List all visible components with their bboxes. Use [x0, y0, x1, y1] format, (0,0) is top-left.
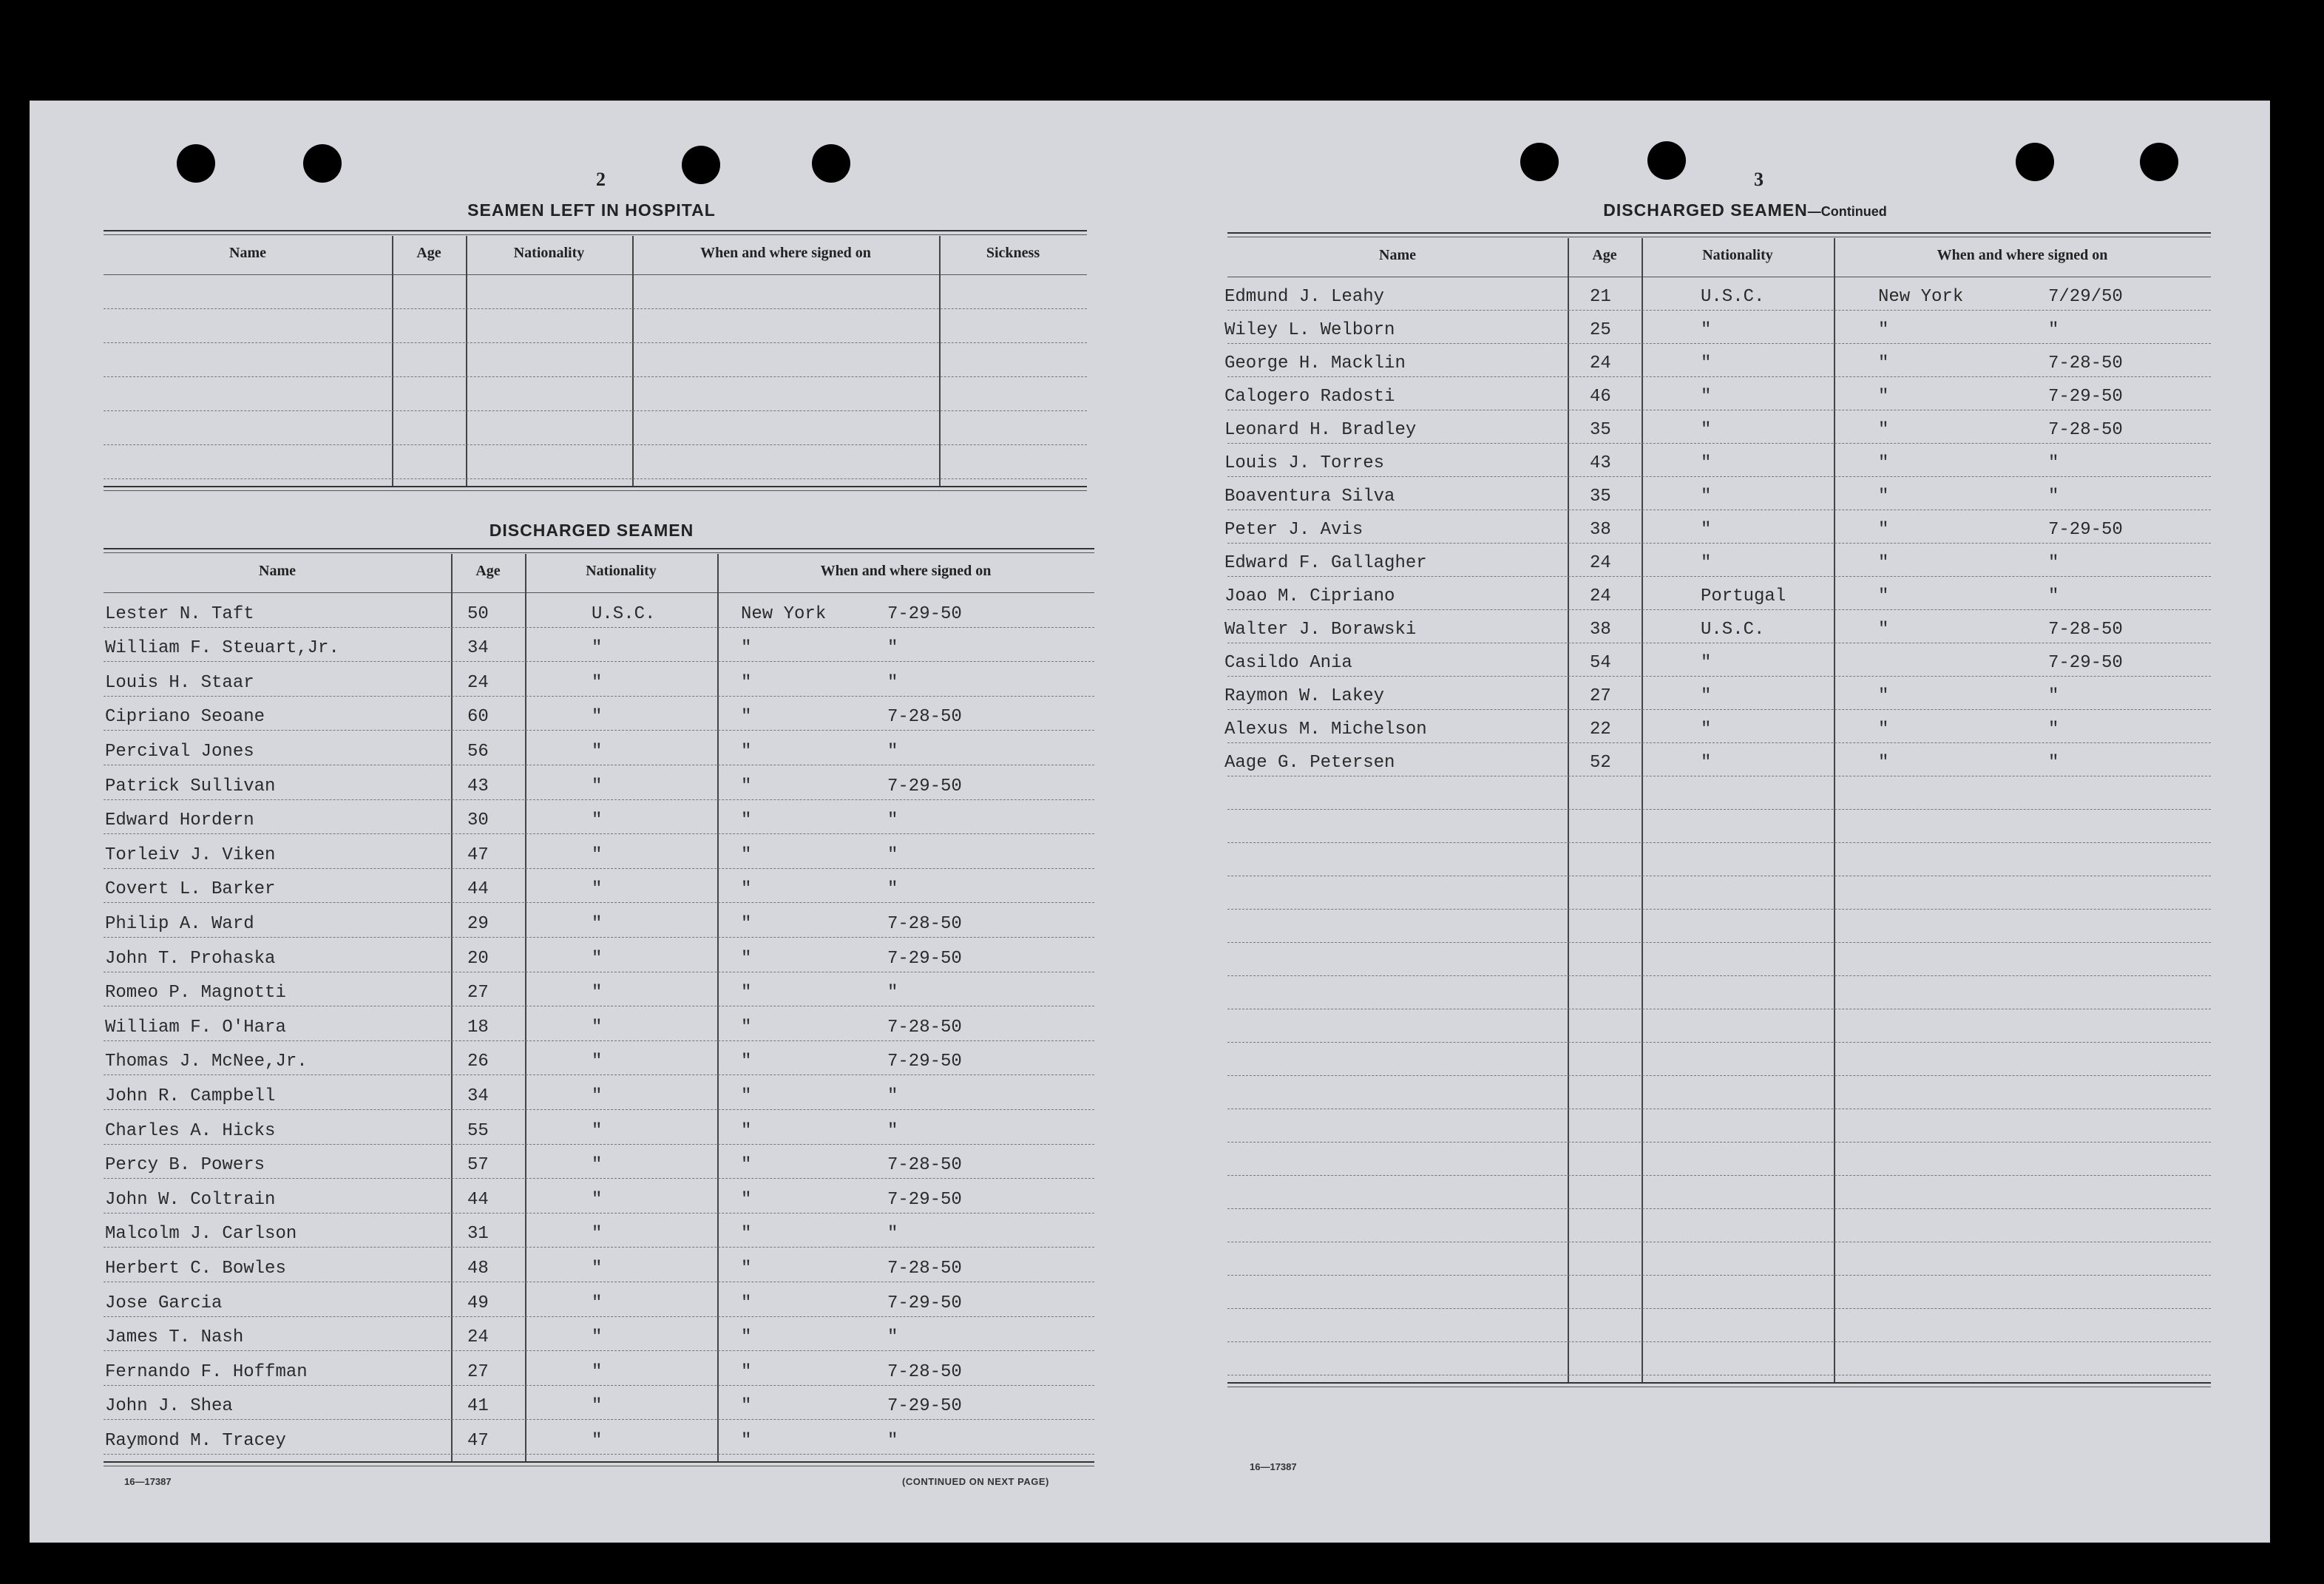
table-top-rule [1227, 232, 2211, 234]
table-cell: " [1878, 453, 1889, 473]
row-rule [104, 1247, 1094, 1248]
table-cell: 50 [467, 603, 489, 624]
form-number: 16—17387 [1250, 1461, 1297, 1472]
table-cell: 27 [467, 983, 489, 1003]
column-divider [466, 236, 467, 486]
table-cell: " [741, 638, 752, 659]
table-cell: Walter J. Borawski [1224, 620, 1417, 640]
table-cell: 56 [467, 742, 489, 762]
table-cell: " [741, 983, 752, 1003]
table-cell: 35 [1590, 487, 1611, 507]
table-cell: " [1701, 720, 1712, 739]
header-bottom-rule [104, 592, 1094, 593]
row-rule [104, 1040, 1094, 1041]
table-cell: 46 [1590, 387, 1611, 407]
table-cell: Malcolm J. Carlson [105, 1224, 297, 1245]
row-rule [1227, 809, 2211, 810]
table-cell: " [592, 1189, 603, 1210]
row-rule [1227, 310, 2211, 311]
row-rule [104, 478, 1087, 479]
table-cell: 24 [467, 672, 489, 693]
table-cell: George H. Macklin [1224, 353, 1406, 373]
table-cell: " [887, 672, 898, 693]
row-rule [1227, 543, 2211, 544]
table-cell: " [1701, 420, 1712, 440]
table-cell: 7-28-50 [2048, 353, 2123, 373]
table-cell: 60 [467, 707, 489, 728]
table-cell: 47 [467, 845, 489, 865]
row-rule [104, 342, 1087, 343]
table-cell: " [741, 742, 752, 762]
table-cell: 7-29-50 [2048, 653, 2123, 673]
row-rule [1227, 1075, 2211, 1076]
table-cell: 27 [1590, 686, 1611, 706]
table-cell: Raymon W. Lakey [1224, 686, 1385, 706]
table-cell: 49 [467, 1293, 489, 1313]
table-cell: " [741, 1189, 752, 1210]
table-cell: " [1878, 487, 1889, 507]
row-rule [1227, 476, 2211, 477]
table-cell: 7-28-50 [887, 707, 962, 728]
table-cell: 24 [1590, 353, 1611, 373]
table-cell: Louis H. Staar [105, 672, 254, 693]
hospital-table [104, 230, 1087, 496]
table-top-rule [104, 230, 1087, 231]
row-rule [1227, 1042, 2211, 1043]
row-rule [104, 410, 1087, 411]
row-rule [104, 937, 1094, 938]
table-cell: 24 [467, 1327, 489, 1348]
table-cell: 24 [1590, 553, 1611, 573]
table-cell: " [741, 1120, 752, 1141]
table-cell: " [1878, 320, 1889, 340]
table-cell: " [592, 1327, 603, 1348]
table-cell: " [592, 776, 603, 796]
table-cell: " [741, 1155, 752, 1176]
table-cell: " [1701, 753, 1712, 773]
table-cell: John W. Coltrain [105, 1189, 276, 1210]
row-rule [104, 1144, 1094, 1145]
table-cell: Herbert C. Bowles [105, 1259, 286, 1279]
table-cell: " [2048, 453, 2059, 473]
table-cell: " [887, 983, 898, 1003]
row-rule [104, 730, 1094, 731]
table-cell: " [592, 1052, 603, 1072]
row-rule [104, 696, 1094, 697]
column-header: Age [1592, 247, 1617, 263]
table-cell: Torleiv J. Viken [105, 845, 276, 865]
table-cell: 44 [467, 1189, 489, 1210]
table-cell: " [887, 810, 898, 831]
continued-section-title [1412, 200, 2078, 220]
row-rule [1227, 1341, 2211, 1342]
table-bottom-rule-2 [104, 490, 1087, 491]
table-cell: " [592, 845, 603, 865]
table-cell: Raymond M. Tracey [105, 1431, 286, 1451]
table-cell: Philip A. Ward [105, 914, 254, 934]
table-cell: " [741, 1052, 752, 1072]
column-divider [632, 236, 634, 486]
row-rule [104, 308, 1087, 309]
table-cell: Portugal [1701, 586, 1786, 606]
table-cell: 41 [467, 1396, 489, 1417]
table-cell: " [1878, 586, 1889, 606]
column-header: Nationality [586, 563, 657, 579]
table-cell: William F. Steuart,Jr. [105, 638, 339, 659]
title-suffix: —Continued [1807, 204, 1887, 219]
table-cell: 48 [467, 1259, 489, 1279]
table-cell: " [592, 742, 603, 762]
table-cell: Thomas J. McNee,Jr. [105, 1052, 308, 1072]
table-cell: 7/29/50 [2048, 287, 2123, 307]
column-divider [451, 554, 453, 1461]
table-cell: Edmund J. Leahy [1224, 287, 1385, 307]
table-cell: " [741, 1017, 752, 1038]
table-cell: 7-29-50 [887, 1189, 962, 1210]
row-rule [104, 1350, 1094, 1351]
row-rule [104, 1419, 1094, 1420]
table-cell: " [887, 1086, 898, 1106]
table-cell: " [887, 1327, 898, 1348]
table-cell: 30 [467, 810, 489, 831]
table-cell: 52 [1590, 753, 1611, 773]
table-cell: Peter J. Avis [1224, 520, 1363, 540]
table-cell: Romeo P. Magnotti [105, 983, 286, 1003]
table-cell: Cipriano Seoane [105, 707, 265, 728]
column-header: Age [416, 245, 441, 261]
table-cell: " [592, 1361, 603, 1382]
table-cell: 24 [1590, 586, 1611, 606]
table-cell: " [741, 1224, 752, 1245]
table-cell: 7-28-50 [887, 914, 962, 934]
row-rule [104, 1074, 1094, 1075]
row-rule [1227, 1275, 2211, 1276]
table-cell: " [887, 845, 898, 865]
column-divider [525, 554, 526, 1461]
table-cell: " [2048, 753, 2059, 773]
table-cell: " [741, 1431, 752, 1451]
table-cell: 7-28-50 [887, 1155, 962, 1176]
page-number: 3 [1754, 169, 1764, 190]
table-cell: James T. Nash [105, 1327, 244, 1348]
table-cell: Louis J. Torres [1224, 453, 1385, 473]
table-cell: 34 [467, 638, 489, 659]
table-cell: Jose Garcia [105, 1293, 223, 1313]
right-page [1224, 101, 2255, 1543]
row-rule [104, 627, 1094, 628]
row-rule [104, 1109, 1094, 1110]
table-cell: " [741, 845, 752, 865]
table-cell: " [592, 672, 603, 693]
table-cell: " [592, 1017, 603, 1038]
table-cell: " [592, 1086, 603, 1106]
table-bottom-rule [1227, 1382, 2211, 1384]
column-header: Name [229, 245, 266, 261]
row-rule [104, 833, 1094, 834]
column-header: Name [259, 563, 296, 579]
row-rule [1227, 1208, 2211, 1209]
row-rule [104, 1385, 1094, 1386]
table-cell: " [1701, 487, 1712, 507]
row-rule [1227, 709, 2211, 710]
table-cell: " [741, 1361, 752, 1382]
row-rule [104, 868, 1094, 869]
column-header: Sickness [986, 245, 1040, 261]
table-cell: " [592, 1396, 603, 1417]
table-cell: U.S.C. [1701, 620, 1765, 640]
table-cell: 47 [467, 1431, 489, 1451]
table-cell: " [741, 776, 752, 796]
table-cell: 7-29-50 [887, 603, 962, 624]
table-cell: U.S.C. [1701, 287, 1765, 307]
table-cell: 44 [467, 879, 489, 900]
table-cell: Lester N. Taft [105, 603, 254, 624]
column-header: Name [1379, 247, 1416, 263]
table-cell: 7-29-50 [887, 948, 962, 969]
row-rule [104, 1178, 1094, 1179]
table-cell: " [2048, 586, 2059, 606]
table-cell: 7-29-50 [887, 1293, 962, 1313]
table-cell: " [1878, 520, 1889, 540]
table-cell: " [1878, 553, 1889, 573]
table-cell: " [592, 638, 603, 659]
table-cell: " [1701, 320, 1712, 340]
row-rule [104, 661, 1094, 662]
row-rule [104, 376, 1087, 377]
table-cell: " [887, 742, 898, 762]
table-cell: 27 [467, 1361, 489, 1382]
table-cell: 26 [467, 1052, 489, 1072]
title-main: DISCHARGED SEAMEN [1603, 200, 1808, 220]
table-cell: 54 [1590, 653, 1611, 673]
table-cell: " [741, 1327, 752, 1348]
discharged-continued-table [1224, 232, 2211, 1445]
table-cell: " [2048, 487, 2059, 507]
table-cell: Edward F. Gallagher [1224, 553, 1427, 573]
table-cell: " [887, 879, 898, 900]
row-rule [104, 902, 1094, 903]
page-number: 2 [596, 169, 606, 190]
table-bottom-rule [104, 1461, 1094, 1463]
table-cell: " [1878, 353, 1889, 373]
table-cell: Wiley L. Welborn [1224, 320, 1395, 340]
row-rule [1227, 576, 2211, 577]
table-cell: William F. O'Hara [105, 1017, 286, 1038]
table-cell: New York [1878, 287, 1964, 307]
row-rule [1227, 676, 2211, 677]
table-cell: 7-28-50 [887, 1259, 962, 1279]
table-cell: 35 [1590, 420, 1611, 440]
table-cell: 7-28-50 [2048, 620, 2123, 640]
table-cell: " [741, 1396, 752, 1417]
table-cell: 25 [1590, 320, 1611, 340]
table-cell: 38 [1590, 620, 1611, 640]
table-cell: " [592, 1293, 603, 1313]
table-cell: " [1878, 686, 1889, 706]
table-cell: " [592, 1431, 603, 1451]
table-bottom-rule [104, 486, 1087, 487]
continued-note: (CONTINUED ON NEXT PAGE) [902, 1476, 1049, 1487]
table-cell: 7-29-50 [887, 1052, 962, 1072]
row-rule [1227, 1175, 2211, 1176]
left-page [104, 101, 1124, 1543]
table-cell: " [592, 914, 603, 934]
table-cell: 7-28-50 [887, 1361, 962, 1382]
column-header: When and where signed on [820, 563, 992, 579]
table-cell: 7-28-50 [2048, 420, 2123, 440]
table-cell: 43 [467, 776, 489, 796]
row-rule [104, 1316, 1094, 1317]
table-cell: " [592, 948, 603, 969]
table-cell: " [1878, 387, 1889, 407]
table-cell: 31 [467, 1224, 489, 1245]
table-cell: " [592, 879, 603, 900]
table-cell: Boaventura Silva [1224, 487, 1395, 507]
row-rule [1227, 975, 2211, 976]
table-cell: " [741, 1086, 752, 1106]
row-rule [1227, 1142, 2211, 1143]
table-cell: " [741, 707, 752, 728]
table-cell: " [2048, 686, 2059, 706]
row-rule [1227, 842, 2211, 843]
table-cell: Covert L. Barker [105, 879, 276, 900]
discharged-section-title: DISCHARGED SEAMEN [489, 521, 694, 540]
row-rule [1227, 443, 2211, 444]
table-top-rule-2 [104, 552, 1094, 553]
table-cell: " [1878, 420, 1889, 440]
table-cell: Percy B. Powers [105, 1155, 265, 1176]
table-cell: " [1701, 520, 1712, 540]
table-cell: " [741, 948, 752, 969]
row-rule [1227, 909, 2211, 910]
table-cell: " [741, 914, 752, 934]
row-rule [104, 1213, 1094, 1214]
table-cell: " [1878, 720, 1889, 739]
table-cell: " [592, 983, 603, 1003]
row-rule [104, 444, 1087, 445]
row-rule [1227, 376, 2211, 377]
table-cell: Joao M. Cipriano [1224, 586, 1395, 606]
column-header: Nationality [1702, 247, 1773, 263]
table-cell: " [741, 1259, 752, 1279]
scanned-document [30, 101, 2270, 1543]
table-cell: U.S.C. [592, 603, 656, 624]
table-cell: 18 [467, 1017, 489, 1038]
table-cell: Patrick Sullivan [105, 776, 276, 796]
column-header: When and where signed on [700, 245, 871, 261]
table-cell: " [1701, 387, 1712, 407]
table-cell: " [1701, 686, 1712, 706]
table-cell: 7-29-50 [2048, 387, 2123, 407]
table-cell: " [592, 1259, 603, 1279]
table-cell: Fernando F. Hoffman [105, 1361, 308, 1382]
table-cell: John J. Shea [105, 1396, 233, 1417]
table-cell: New York [741, 603, 827, 624]
table-cell: 21 [1590, 287, 1611, 307]
column-divider [939, 236, 941, 486]
table-cell: " [592, 1155, 603, 1176]
table-cell: Percival Jones [105, 742, 254, 762]
table-cell: 43 [1590, 453, 1611, 473]
table-cell: 7-29-50 [887, 776, 962, 796]
table-top-rule-2 [104, 234, 1087, 235]
table-cell: 57 [467, 1155, 489, 1176]
table-cell: " [592, 707, 603, 728]
table-cell: " [887, 1224, 898, 1245]
column-divider [717, 554, 719, 1461]
table-cell: " [887, 1431, 898, 1451]
row-rule [1227, 343, 2211, 344]
table-cell: 34 [467, 1086, 489, 1106]
table-cell: " [1878, 620, 1889, 640]
table-cell: " [887, 1120, 898, 1141]
table-cell: " [741, 672, 752, 693]
table-cell: " [2048, 553, 2059, 573]
row-rule [104, 1454, 1094, 1455]
table-cell: " [741, 810, 752, 831]
table-cell: Edward Hordern [105, 810, 254, 831]
table-cell: " [1701, 553, 1712, 573]
table-cell: Leonard H. Bradley [1224, 420, 1417, 440]
table-cell: " [1701, 453, 1712, 473]
table-cell: " [741, 879, 752, 900]
row-rule [1227, 742, 2211, 743]
table-cell: 55 [467, 1120, 489, 1141]
table-cell: " [1878, 753, 1889, 773]
table-cell: " [1701, 653, 1712, 673]
table-cell: " [887, 638, 898, 659]
column-header: Nationality [513, 245, 585, 261]
table-cell: Charles A. Hicks [105, 1120, 276, 1141]
table-cell: Casildo Ania [1224, 653, 1352, 673]
table-cell: 29 [467, 914, 489, 934]
table-cell: " [2048, 320, 2059, 340]
row-rule [1227, 942, 2211, 943]
table-cell: 7-29-50 [887, 1396, 962, 1417]
row-rule [1227, 609, 2211, 610]
table-cell: John T. Prohaska [105, 948, 276, 969]
form-number: 16—17387 [124, 1476, 172, 1487]
table-cell: John R. Campbell [105, 1086, 276, 1106]
table-cell: 22 [1590, 720, 1611, 739]
discharged-table [104, 548, 1094, 1465]
table-cell: " [592, 1120, 603, 1141]
table-cell: " [592, 810, 603, 831]
table-cell: 7-29-50 [2048, 520, 2123, 540]
table-cell: Alexus M. Michelson [1224, 720, 1427, 739]
column-divider [392, 236, 393, 486]
table-top-rule [104, 548, 1094, 549]
table-cell: 20 [467, 948, 489, 969]
column-header: When and where signed on [1937, 247, 2108, 263]
table-cell: " [592, 1224, 603, 1245]
hospital-section-title: SEAMEN LEFT IN HOSPITAL [467, 200, 716, 220]
table-cell: " [2048, 720, 2059, 739]
table-cell: " [1701, 353, 1712, 373]
row-rule [104, 799, 1094, 800]
table-cell: 38 [1590, 520, 1611, 540]
column-header: Age [475, 563, 501, 579]
table-cell: 7-28-50 [887, 1017, 962, 1038]
table-cell: Aage G. Petersen [1224, 753, 1395, 773]
table-cell: " [741, 1293, 752, 1313]
row-rule [1227, 1308, 2211, 1309]
table-cell: Calogero Radosti [1224, 387, 1395, 407]
